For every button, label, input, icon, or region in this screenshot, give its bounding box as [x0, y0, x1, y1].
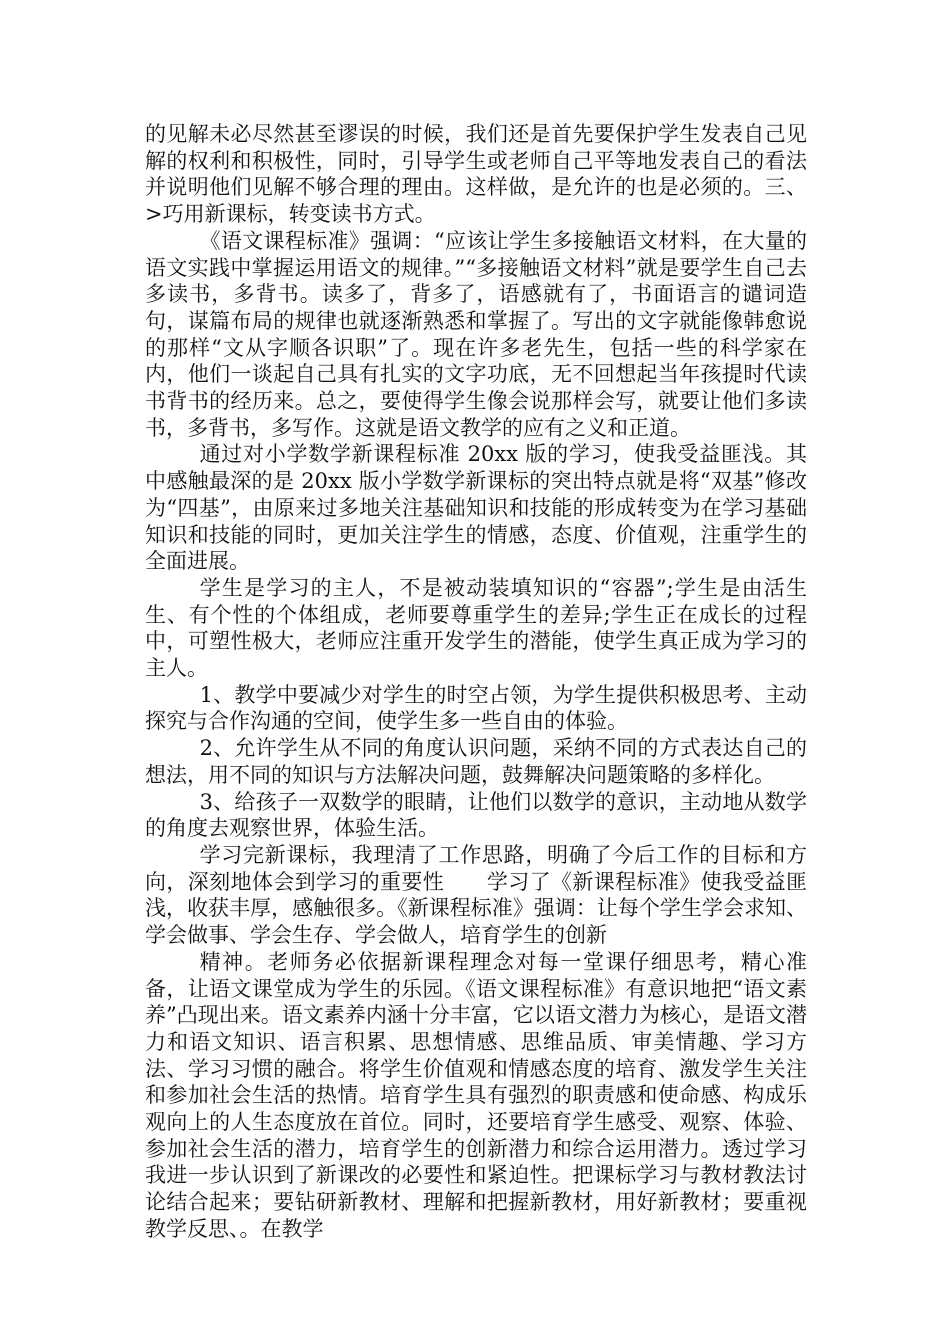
- paragraph-continuation: 的见解未必尽然甚至谬误的时候，我们还是首先要保护学生发表自己见解的权利和积极性，同时，引导学生或老师自己平等地发表自己的看法并说明他们见解不够合理的理由。这样做，是允许的也是必须的。三、>巧用新课标，转变读书方式。: [145, 122, 807, 227]
- paragraph-point-2: 2、允许学生从不同的角度认识问题，采纳不同的方式表达自己的想法，用不同的知识与方法解决问题，鼓舞解决问题策略的多样化。: [145, 736, 807, 787]
- document-body: [145, 121, 807, 1243]
- paragraph-reflection: 学习完新课标，我理清了工作思路，明确了今后工作的目标和方向，深刻地体会到学习的重要性 学习了《新课程标准》使我受益匪浅，收获丰厚，感触很多。《新课程标准》强调：让每个学生学会求知、学会做事、学会生存、学会做人，培育学生的创新: [145, 842, 807, 948]
- paragraph-math-standard: 通过对小学数学新课程标准 20xx 版的学习，使我受益匪浅。其中感触最深的是 20xx 版小学数学新课标的突出特点就是将“双基”修改为“四基”，由原来过多地关注基础知识和技能的形成转变为在学习基础知识和技能的同时，更加关注学生的情感，态度、价值观，注重学生的全面进展。: [145, 442, 807, 574]
- paragraph-point-3: 3、给孩子一双数学的眼睛，让他们以数学的意识，主动地从数学的角度去观察世界，体验生活。: [145, 789, 807, 841]
- paragraph-student-master: 学生是学习的主人，不是被动装填知识的“容器”;学生是由活生生、有个性的个体组成，老师要尊重学生的差异;学生正在成长的过程中，可塑性极大，老师应注重开发学生的潜能，使学生真正成为学习的主人。: [145, 575, 807, 681]
- paragraph-curriculum-standard: 《语文课程标准》强调：“应该让学生多接触语文材料，在大量的语文实践中掌握运用语文的规律。”“多接触语文材料”就是要学生自己去多读书，多背书。读多了，背多了，语感就有了，书面语言的谴词造句，谋篇布局的规律也就逐渐熟悉和掌握了。写出的文字就能像韩愈说的那样“文从字顺各识职”了。现在许多老先生，包括一些的科学家在内，他们一谈起自己具有扎实的文字功底，无不回想起当年孩提时代读书背书的经历来。总之，要使得学生像会说那样会写，就要让他们多读书，多背书，多写作。这就是语文教学的应有之义和正道。: [145, 228, 807, 440]
- paragraph-point-1: 1、教学中要减少对学生的时空占领，为学生提供积极思考、主动探究与合作沟通的空间，使学生多一些自由的体验。: [145, 682, 807, 734]
- paragraph-spirit: 精神。老师务必依据新课程理念对每一堂课仔细思考，精心准备，让语文课堂成为学生的乐园。《语文课程标准》有意识地把“语文素养”凸现出来。语文素养内涵十分丰富，它以语文潜力为核心，是语文潜力和语文知识、语言积累、思想情感、思维品质、审美情趣、学习方法、学习习惯的融合。将学生价值观和情感态度的培育、激发学生关注和参加社会生活的热情。培育学生具有强烈的职责感和使命感、构成乐观向上的人生态度放在首位。同时，还要培育学生感受、观察、体验、参加社会生活的潜力，培育学生的创新潜力和综合运用潜力。透过学习我进一步认识到了新课改的必要性和紧迫性。把课标学习与教材教法讨论结合起来；要钻研新教材、理解和把握新教材，用好新教材；要重视教学反思、。在教学: [145, 949, 807, 1241]
